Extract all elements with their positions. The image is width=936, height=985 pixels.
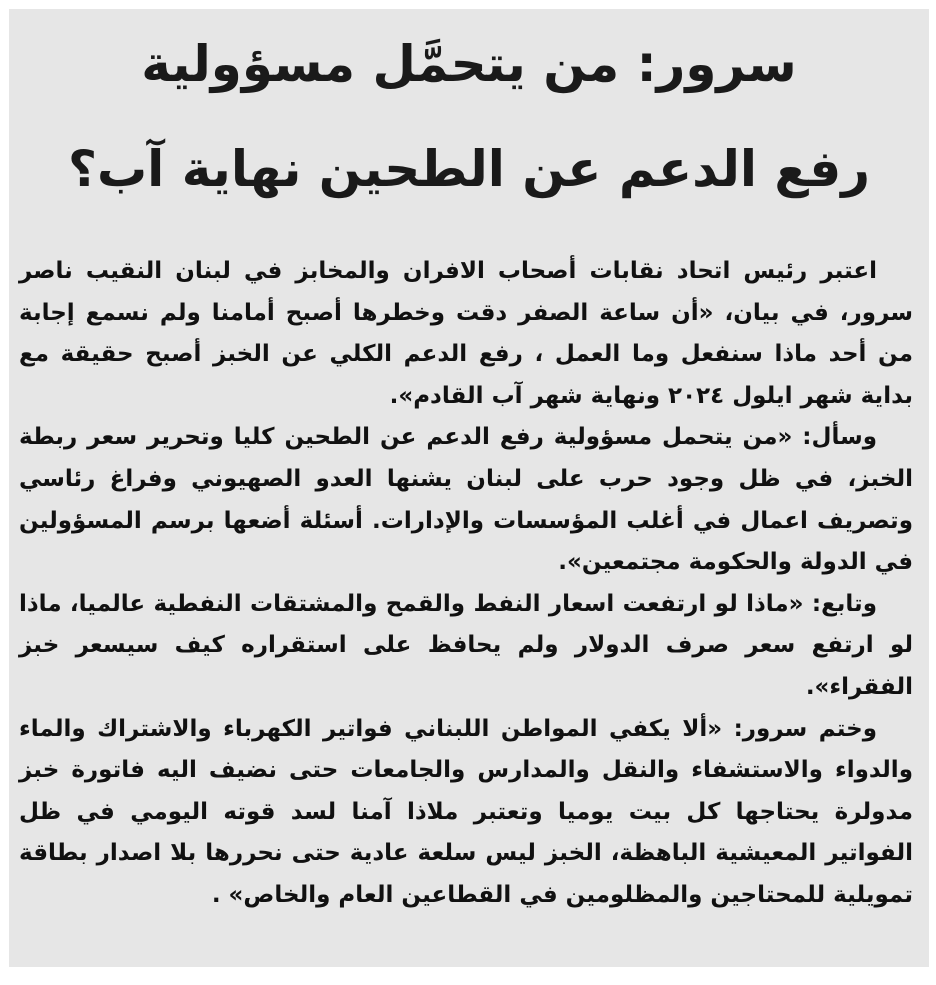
paragraph-question: وسأل: «من يتحمل مسؤولية رفع الدعم عن الطحين كليا وتحرير سعر ربطة الخبز، في ظل وجود حرب على لبنان يشنها العدو الصهيوني وفراغ رئاسي وتصريف اعمال في أغلب المؤسسات والإدارات. أسئلة أضعها برسم المسؤولين في الدولة والحكومة مجتمعين». — [19, 424, 913, 576]
paragraph-continued: وتابع: «ماذا لو ارتفعت اسعار النفط والقمح والمشتقات النفطية عالميا، ماذا لو ارتفع سعر صرف الدولار ولم يحافظ على استقراره كيف سيسعر خبز الفقراء». — [19, 590, 913, 700]
article-body — [19, 251, 913, 917]
paragraph-intro: اعتبر رئيس اتحاد نقابات أصحاب الافران والمخابز في لبنان النقيب ناصر سرور، في بيان، «أن ساعة الصفر دقت وخطرها أصبح أمامنا ولم نسمع إجابة من أحد ماذا سنفعل وما العمل ، رفع الدعم الكلي عن الخبز أصبح حقيقة مع بداية شهر ايلول ٢٠٢٤ ونهاية شهر آب القادم». — [19, 258, 913, 409]
headline-line-2: رفع الدعم عن الطحين نهاية آب؟ — [67, 140, 871, 198]
paragraph-conclusion: وختم سرور: «ألا يكفي المواطن اللبناني فواتير الكهرباء والاشتراك والماء والدواء والاستشفاء والنقل والمدارس والجامعات حتى نضيف اليه فاتورة خبز مدولرة يحتاجها كل بيت يوميا وتعتبر ملاذا آمنا لسد قوته اليومي في ظل الفواتير المعيشية الباهظة، الخبز ليس سلعة عادية حتى نحررها بلا اصدار بطاقة تمويلية للمحتاجين والمظلومين في القطاعين العام والخاص» . — [19, 715, 913, 908]
article-clipping — [9, 9, 929, 967]
headline-line-1: سرور: من يتحمَّل مسؤولية — [141, 35, 797, 93]
